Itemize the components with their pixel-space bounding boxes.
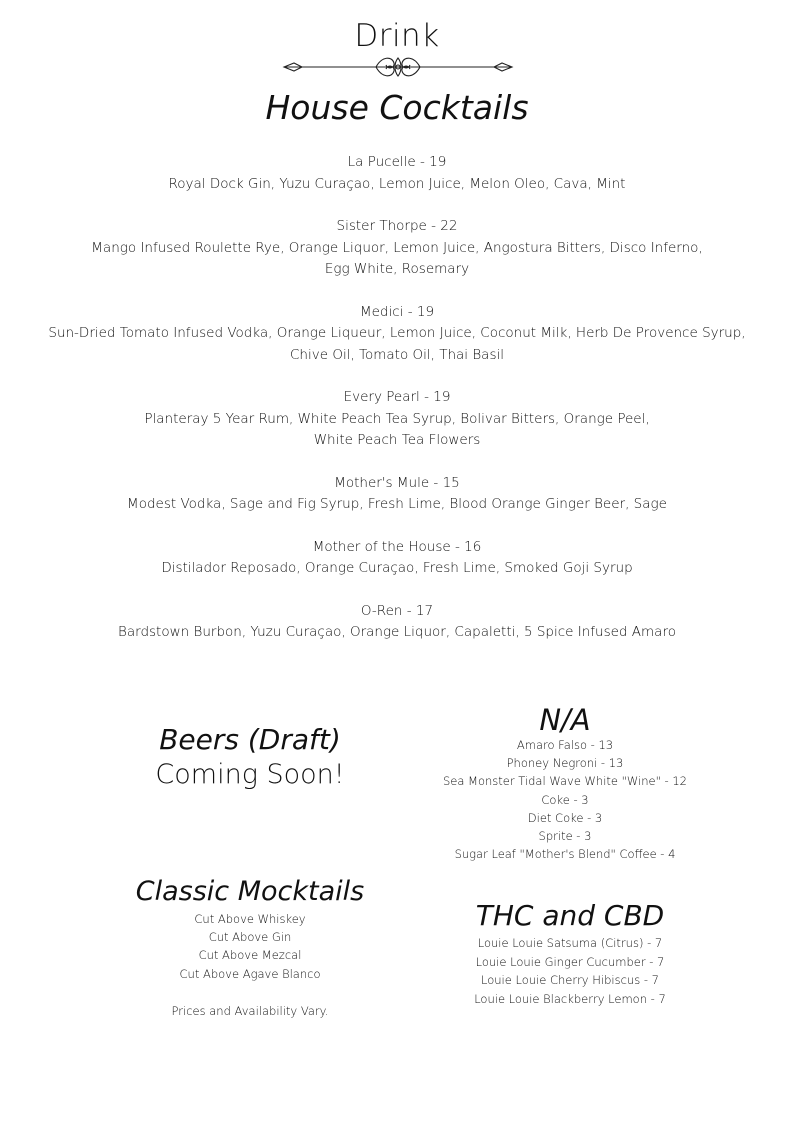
cocktail-description: Bardstown Burbon, Yuzu Curaçao, Orange Liquor, Capaletti, 5 Spice Infused Amaro	[118, 624, 676, 640]
na-list	[420, 736, 710, 863]
list-item: Diet Coke - 3	[527, 810, 603, 825]
cocktail-name: Sister Thorpe - 22	[336, 218, 458, 234]
beers-heading: Beers (Draft)	[159, 723, 341, 756]
list-item: Phoney Negroni - 13	[506, 756, 624, 771]
cocktail-description-continued: Chive Oil, Tomato Oil, Thai Basil	[290, 346, 504, 363]
list-item: Sugar Leaf "Mother's Blend" Coffee - 4	[454, 847, 676, 862]
cocktail-description-continued: Egg White, Rosemary	[324, 261, 470, 277]
cocktail-description: Modest Vodka, Sage and Fig Syrup, Fresh Lime, Blood Orange Ginger Beer, Sage	[127, 496, 667, 512]
list-item: Louie Louie Blackberry Lemon - 7	[474, 991, 666, 1006]
cocktail-description-continued: White Peach Tea Flowers	[313, 432, 481, 448]
list-item: Sprite - 3	[538, 829, 592, 844]
cocktail-name: Mother of the House - 16	[312, 538, 482, 555]
cocktail-name: La Pucelle - 19	[347, 154, 447, 170]
cocktail-name: Mother's Mule - 15	[334, 474, 460, 491]
beers-status: Coming Soon!	[155, 759, 345, 790]
list-item: Amaro Falso - 13	[516, 738, 614, 752]
list-item	[0, 152, 794, 195]
cocktail-description: Planteray 5 Year Rum, White Peach Tea Syrup, Bolivar Bitters, Orange Peel,	[144, 410, 650, 427]
list-item: Cut Above Mezcal	[198, 948, 302, 963]
cocktail-name: Every Pearl - 19	[343, 389, 451, 405]
list-item	[0, 387, 794, 452]
thc-cbd-list	[420, 934, 720, 1008]
section-heading-house-cocktails: House Cocktails	[265, 88, 529, 127]
list-item: Cut Above Whiskey	[194, 912, 306, 926]
list-item	[0, 601, 794, 644]
list-item	[0, 216, 794, 281]
page-title: Drink	[354, 18, 440, 54]
thc-cbd-heading: THC and CBD	[475, 899, 665, 932]
na-section	[420, 704, 710, 863]
classic-mocktails-list	[110, 910, 390, 983]
availability-note: Prices and Availability Vary.	[171, 1003, 329, 1018]
list-item: Coke - 3	[541, 792, 589, 807]
list-item	[0, 537, 794, 580]
thc-cbd-section	[420, 898, 720, 1008]
list-item: Louie Louie Cherry Hibiscus - 7	[481, 973, 659, 988]
cocktail-description: Royal Dock Gin, Yuzu Curaçao, Lemon Juice, Melon Oleo, Cava, Mint	[168, 175, 626, 192]
list-item: Louie Louie Satsuma (Citrus) - 7	[477, 936, 663, 950]
cocktail-description: Distilador Reposado, Orange Curaçao, Fresh Lime, Smoked Goji Syrup	[161, 560, 633, 576]
list-item: Cut Above Gin	[208, 930, 292, 945]
flourish-ornament-icon	[282, 54, 514, 80]
cocktail-description: Sun-Dried Tomato Infused Vodka, Orange Liqueur, Lemon Juice, Coconut Milk, Herb De Provence Syrup,	[48, 325, 746, 341]
classic-mocktails-section	[110, 874, 390, 1020]
beers-section	[110, 722, 390, 792]
list-item	[0, 302, 794, 367]
list-item: Cut Above Agave Blanco	[179, 966, 321, 981]
cocktail-description: Mango Infused Roulette Rye, Orange Liquor, Lemon Juice, Angostura Bitters, Disco Inferno,	[91, 239, 703, 256]
na-heading: N/A	[539, 703, 591, 737]
list-item: Louie Louie Ginger Cucumber - 7	[475, 954, 665, 969]
cocktail-name: Medici - 19	[359, 303, 435, 320]
list-item: Sea Monster Tidal Wave White "Wine" - 12	[442, 774, 687, 789]
list-item	[0, 473, 794, 516]
classic-mocktails-heading: Classic Mocktails	[135, 876, 365, 907]
cocktail-list	[0, 152, 794, 665]
cocktail-name: O-Ren - 17	[360, 602, 434, 619]
